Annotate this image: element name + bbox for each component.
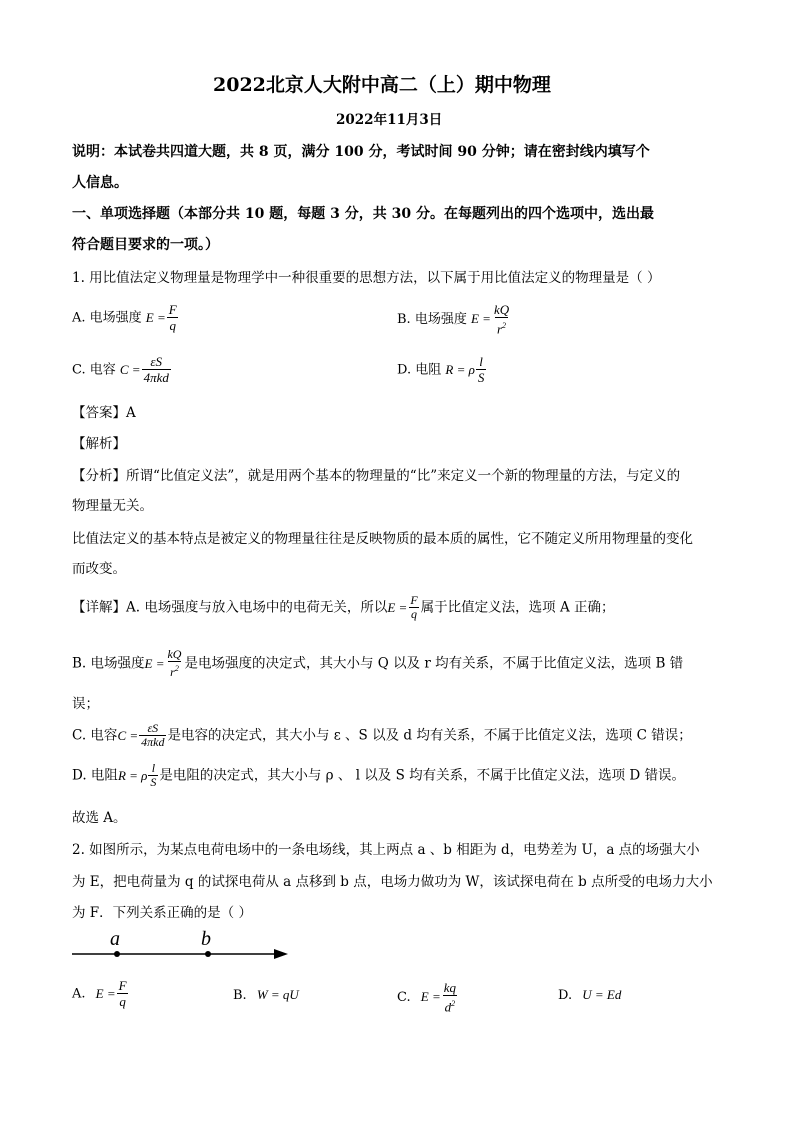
point-b-dot bbox=[205, 951, 211, 957]
exam-date: 2022年11月3日 bbox=[336, 112, 443, 128]
section-heading-line1: 一、单项选择题（本部分共 10 题，每题 3 分，共 30 分。在每题列出的四个选项中，选出最 bbox=[72, 206, 654, 222]
q2-option-d: D. U = Ed bbox=[558, 987, 622, 1003]
q1-detail-a: 【详解】A. 电场强度与放入电场中的电荷无关，所以 E = $\frac{F}{q}$ 属于比值定义法，选项 A 正确； bbox=[72, 593, 615, 621]
q1-option-c: C. 电容 C = $\frac{\varepsilon S}{\text{4πkd}}$ bbox=[72, 354, 169, 385]
q1-fenxi-line1: 【分析】所谓“比值定义法”，就是用两个基本的物理量的“比”来定义一个新的物理量的方法，与定义的 bbox=[72, 468, 681, 484]
q1-detail-d: D. 电阻 R = ρ $\frac{l}{S}$ 是电阻的决定式，其大小与 ρ 、 l 以及 S 均有关系，不属于比值定义法，选项 D 错误。 bbox=[72, 761, 686, 789]
q1-option-a: A. 电场强度 E = $\frac{F}{q}$ bbox=[72, 302, 177, 333]
q1-option-b: B. 电场强度 E = $\frac{kQ}{r^2}$ bbox=[397, 302, 510, 337]
q2-option-b: B. W = qU bbox=[233, 987, 299, 1003]
q2-line2: 为 E，把电荷量为 q 的试探电荷从 a 点移到 b 点，电场力做功为 W，该试探电荷在 b 点所受的电场力大小 bbox=[72, 874, 713, 890]
q1-analysis-tag: 【解析】 bbox=[72, 436, 126, 452]
q2-option-c: C. E = $\frac{kq}{d^2}$ bbox=[397, 980, 457, 1015]
q1-answer: 【答案】A bbox=[72, 405, 136, 421]
instructions-line1: 说明：本试卷共四道大题，共 8 页，满分 100 分，考试时间 90 分钟；请在密封线内填写个 bbox=[72, 144, 650, 160]
q2-option-a: A. E = $\frac{F}{q}$ bbox=[72, 978, 127, 1009]
section-heading-line2: 符合题目要求的一项。） bbox=[72, 237, 219, 253]
point-b-label: b bbox=[201, 928, 211, 950]
q2-line1: 2. 如图所示，为某点电荷电场中的一条电场线，其上两点 a 、b 相距为 d，电势差为 U，a 点的场强大小 bbox=[72, 842, 700, 858]
q1-stem: 1. 用比值法定义物理量是物理学中一种很重要的思想方法，以下属于用比值法定义的物理量是（ ） bbox=[72, 270, 661, 286]
point-a-dot bbox=[114, 951, 120, 957]
instructions-line2: 人信息。 bbox=[72, 175, 128, 191]
page-title: 2022北京人大附中高二（上）期中物理 bbox=[213, 74, 551, 96]
q1-detail-b: B. 电场强度 E = $\frac{kQ}{r^2}$ 是电场强度的决定式，其大小与 Q 以及 r 均有关系，不属于比值定义法，选项 B 错 bbox=[72, 647, 684, 679]
q1-basic-line1: 比值法定义的基本特点是被定义的物理量往往是反映物质的最本质的属性，它不随定义所用物理量的变化 bbox=[72, 531, 693, 547]
q1-detail-b-line2: 误； bbox=[72, 696, 99, 712]
q2-line3: 为 F．下列关系正确的是（ ） bbox=[72, 905, 252, 921]
q1-detail-c: C. 电容 C = $\frac{\varepsilon S}{\text{4πkd}}$ 是电容的决定式，其大小与 ε 、S 以及 d 均有关系，不属于比值定义法，选项 C 错误； bbox=[72, 721, 692, 749]
field-line-diagram bbox=[70, 925, 295, 965]
q1-fenxi-line2: 物理量无关。 bbox=[72, 498, 153, 514]
point-a-label: a bbox=[110, 928, 120, 950]
q1-basic-line2: 而改变。 bbox=[72, 561, 126, 577]
q1-conclusion: 故选 A。 bbox=[72, 810, 127, 826]
arrow-head-icon bbox=[274, 949, 288, 959]
q1-option-d: D. 电阻 R = ρ $\frac{l}{S}$ bbox=[397, 354, 485, 385]
